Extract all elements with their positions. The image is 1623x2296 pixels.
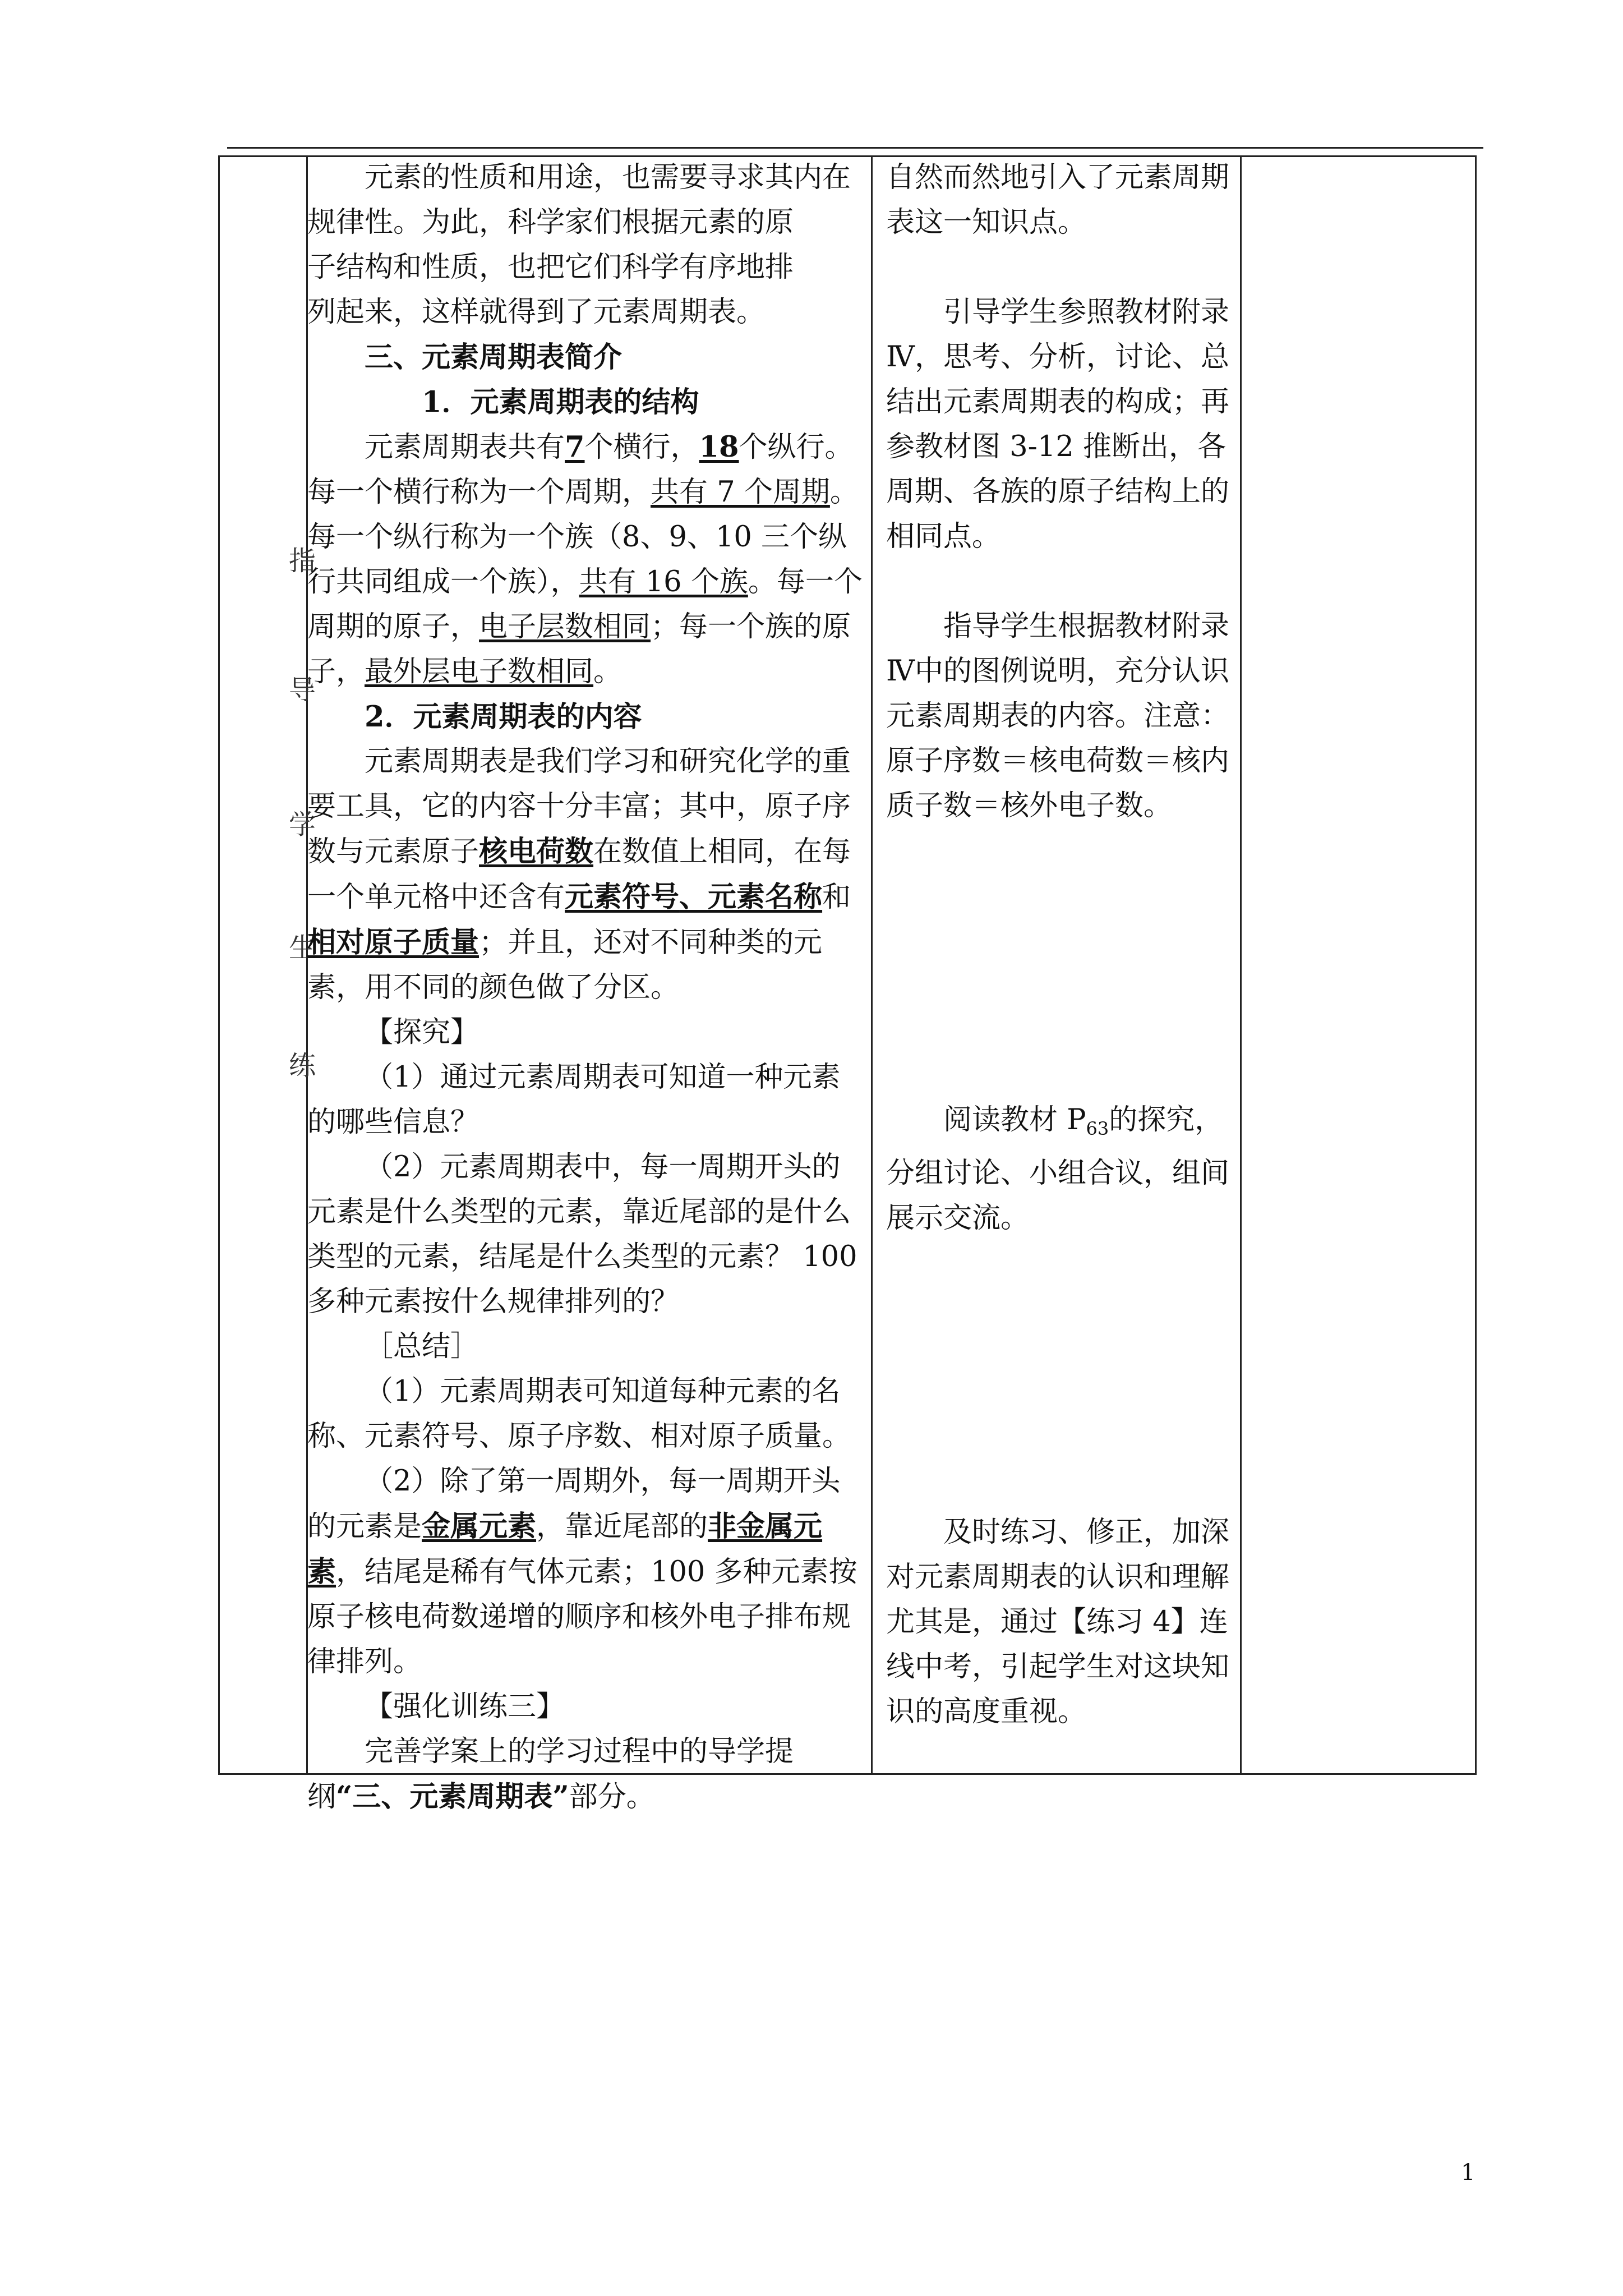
summary-label: ［总结］ xyxy=(365,1330,479,1363)
content-paragraph: 元素周期表是我们学习和研究化学的重要工具，它的内容十分丰富；其中，原子序数与元素原子核电荷数在数值上相同，在每一个单元格中还含有元素符号、元素名称和相对原子质量；并且，还对不同种类的元素，用不同的颜色做了分区。 xyxy=(307,745,851,1004)
explore-label: 【探究】 xyxy=(365,1016,479,1049)
subsection-heading-structure: 1．元素周期表的结构 xyxy=(422,385,699,419)
group-rule: 最外层电子数相同 xyxy=(365,655,594,688)
intro-paragraph: 元素的性质和用途，也需要寻求其内在 规律性。为此，科学家们根据元素的原 子结构和性质，也把它们科学有序地排 列起来，这样就得到了元素周期表。 xyxy=(307,161,851,329)
periods-count: 共有 7 个周期 xyxy=(651,476,830,509)
explore-question-2: （2）元素周期表中，每一周期开头的元素是什么类型的元素，靠近尾部的是什么类型的元素，结尾是什么类型的元素？ 100 多种元素按什么规律排列的？ xyxy=(307,1151,857,1318)
activity-note-5: 及时练习、修正，加深对元素周期表的认识和理解尤其是，通过【练习 4】连线中考，引起学生对这块知识的高度重视。 xyxy=(886,1516,1230,1728)
period-rule: 电子层数相同 xyxy=(479,610,651,643)
subsection-heading-content: 2．元素周期表的内容 xyxy=(365,700,642,734)
training-paragraph: 完善学案上的学习过程中的导学提纲“三、元素周期表”部分。 xyxy=(307,1735,794,1814)
groups-count: 共有 16 个族 xyxy=(579,565,748,599)
side-mark: 生 xyxy=(289,932,316,964)
name-term: 元素名称 xyxy=(708,880,823,914)
explore-question-1: （1）通过元素周期表可知道一种元素的哪些信息？ xyxy=(307,1061,841,1139)
structure-paragraph: 元素周期表共有7个横行，18个纵行。每一个横行称为一个周期，共有 7 个周期。每一个纵行称为一个族（8、9、10 三个纵行共同组成一个族），共有 16 个族。每一个周期的原子，电子层数相同；每一个族的原子，最外层电子数相同。 xyxy=(307,430,863,688)
summary-point-2: （2）除了第一周期外，每一周期开头的元素是金属元素，靠近尾部的非金属元素，结尾是稀有气体元素；100 多种元素按原子核电荷数递增的顺序和核外电子排布规律排列。 xyxy=(307,1465,857,1678)
nuclear-charge-term: 核电荷数 xyxy=(479,835,594,868)
activity-note-3: 指导学生根据教材附录Ⅳ中的图例说明，充分认识元素周期表的内容。注意：原子序数＝核电荷数＝核内质子数＝核外电子数。 xyxy=(886,610,1230,822)
activity-note-4: 阅读教材 $P_{63}$的探究，分组讨论、小组合议，组间展示交流。 xyxy=(886,1103,1230,1235)
column-divider-3 xyxy=(1240,155,1242,1775)
mass-term: 相对原子质量 xyxy=(307,926,479,959)
training-label: 【强化训练三】 xyxy=(365,1690,565,1723)
side-mark: 练 xyxy=(289,1050,316,1082)
symbol-term: 元素符号 xyxy=(565,880,680,914)
side-mark: 导 xyxy=(289,674,316,706)
header-rule xyxy=(227,147,1483,149)
activity-note-2: 引导学生参照教材附录Ⅳ，思考、分析，讨论、总结出元素周期表的构成；再参教材图 3-12 推断出，各周期、各族的原子结构上的相同点。 xyxy=(886,296,1230,553)
summary-point-1: （1）元素周期表可知道每种元素的名称、元素符号、原子序数、相对原子质量。 xyxy=(307,1375,851,1453)
training-reference: “三、元素周期表” xyxy=(336,1780,569,1814)
cols-count: 18 xyxy=(699,430,739,464)
section-heading: 三、元素周期表简介 xyxy=(365,341,623,374)
teaching-content-column xyxy=(307,155,865,1820)
rows-count: 7 xyxy=(565,430,585,464)
nonmetal-term: 非金属元素 xyxy=(307,1510,823,1589)
page-number: 1 xyxy=(1461,2160,1476,2185)
column-divider-2 xyxy=(871,155,873,1775)
metal-term: 金属元素 xyxy=(422,1510,537,1543)
side-mark: 指 xyxy=(289,545,316,577)
activity-column xyxy=(886,155,1234,1734)
side-mark: 学 xyxy=(289,809,316,840)
activity-note-1: 自然而然地引入了元素周期表这一知识点。 xyxy=(886,161,1230,239)
